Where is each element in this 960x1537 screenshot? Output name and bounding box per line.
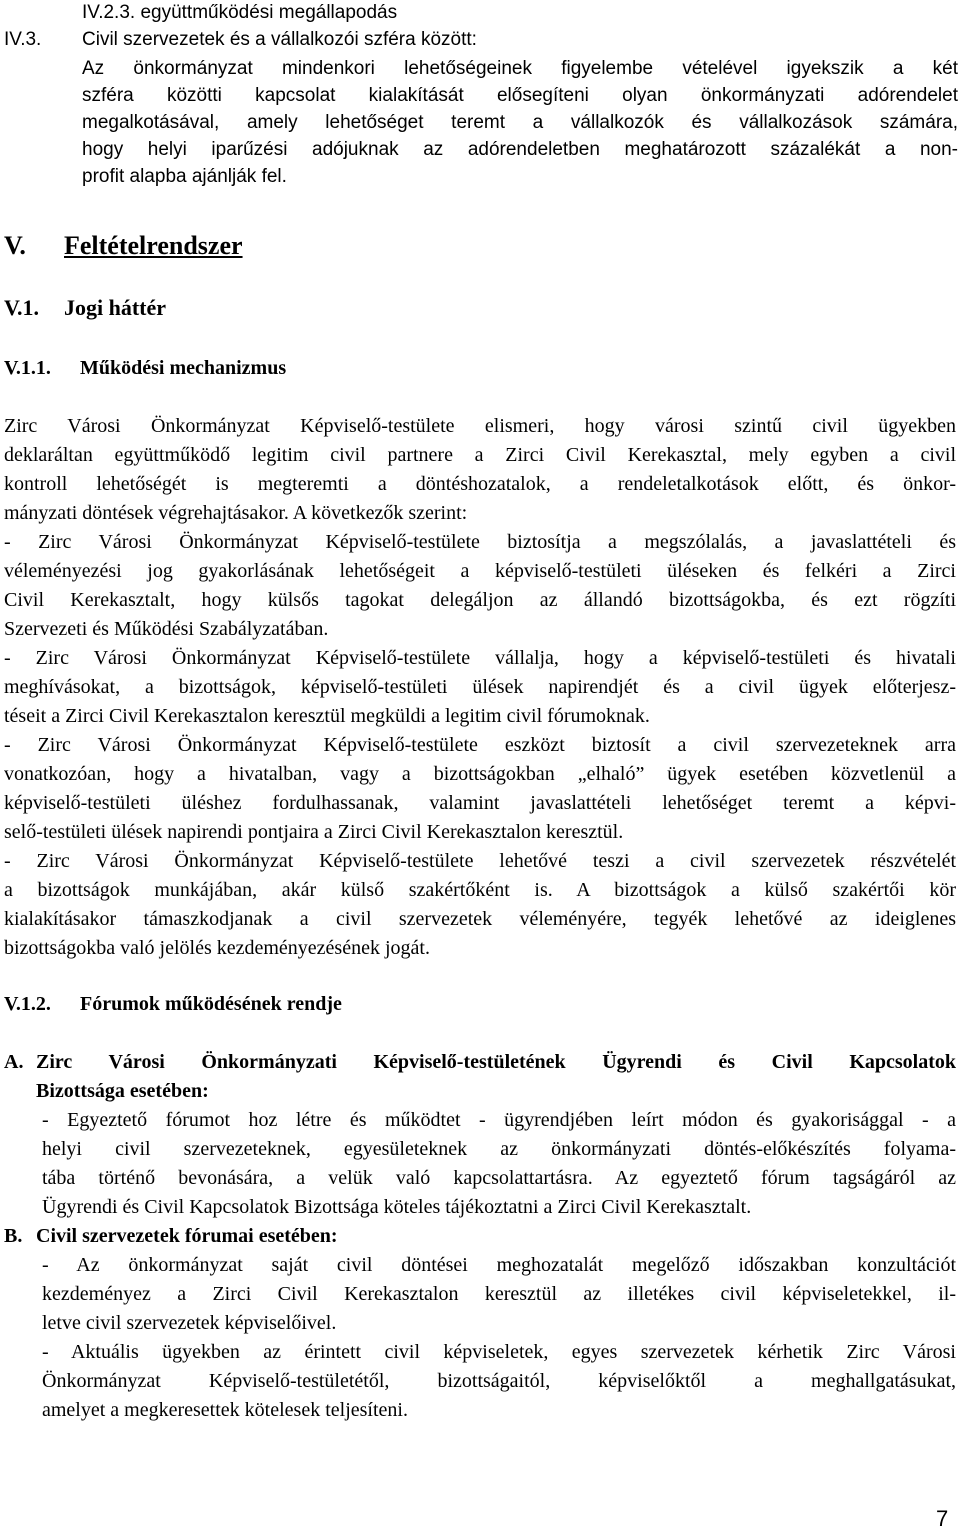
section-v1-number: V.1. [4, 295, 40, 320]
section-iv3-number: IV.3. [4, 29, 42, 50]
body-line: profit alapba ajánlják fel. [82, 166, 287, 187]
body-line: - Zirc Városi Önkormányzat Képviselő-testülete biztosítja a megszólalás, a javaslattételi és [4, 531, 956, 553]
body-line: letve civil szervezetek képviselőivel. [42, 1312, 337, 1334]
part-a-title-line2: Bizottsága esetében: [36, 1080, 209, 1102]
body-line: bizottságokba való jelölés kezdeményezésének jogát. [4, 937, 430, 959]
body-line: - Zirc Városi Önkormányzat Képviselő-testülete lehetővé teszi a civil szervezetek részvételét [4, 850, 956, 872]
part-a-body [42, 1106, 956, 1222]
body-line: selő-testületi ülések napirendi pontjaira a Zirci Civil Kerekasztalon keresztül. [4, 821, 624, 843]
body-line: képviselő-testületi üléshez fordulhassanak, valamint javaslattételi lehetőséget teremt a képvi- [4, 792, 956, 814]
section-v12-title: Fórumok működésének rendje [80, 993, 342, 1015]
page-number: 7 [936, 1506, 949, 1531]
part-a-title-line1: Zirc Városi Önkormányzati Képviselő-testületének Ügyrendi és Civil Kapcsolatok [36, 1051, 956, 1073]
section-v1-title: Jogi háttér [64, 295, 167, 320]
body-line: amelyet a megkeresettek kötelesek teljesíteni. [42, 1399, 408, 1421]
body-line: megalkotásával, amely lehetőséget teremt a vállalkozók és vállalkozások számára, [82, 112, 958, 133]
body-line: helyi civil szervezeteknek, egyesületeknek az önkormányzati döntés-előkészítés folyama- [42, 1138, 956, 1160]
body-line: vonatkozóan, hogy a hivatalban, vagy a bizottságokban „elhaló” ügyek esetében közvetlenül a [4, 763, 956, 785]
body-line: Az önkormányzat mindenkori lehetőségeinek figyelembe vételével igyekszik a két [82, 58, 958, 79]
section-v12-number: V.1.2. [4, 993, 51, 1015]
part-b-body [42, 1251, 956, 1425]
body-line: szféra közötti kapcsolat kialakítását elősegíteni olyan önkormányzati adórendelet [82, 85, 958, 106]
part-b-title: Civil szervezetek fórumai esetében: [36, 1225, 338, 1247]
body-line: meghívásokat, a bizottságok, képviselő-testületi ülések napirendjét és a civil ügyek előterjesz- [4, 676, 956, 698]
body-line: hogy helyi iparűzési adójuknak az adórendeletben meghatározott százalékát a non- [82, 139, 958, 160]
section-v11-number: V.1.1. [4, 357, 51, 379]
body-line: a bizottságok munkájában, akár külső szakértőként is. A bizottságok a külső szakértői kör [4, 879, 956, 901]
section-v-title: Feltételrendszer [64, 231, 243, 260]
body-line: - Aktuális ügyekben az érintett civil képviseletek, egyes szervezetek kérhetik Zirc Városi [42, 1341, 956, 1363]
section-iv23-label: IV.2.3. együttműködési megállapodás [82, 2, 398, 23]
body-line: - Zirc Városi Önkormányzat Képviselő-testülete vállalja, hogy a képviselő-testületi és hivatali [4, 647, 956, 669]
body-line: kezdeményez a Zirci Civil Kerekasztalon keresztül az illetékes civil képviseletekkel, il- [42, 1283, 956, 1305]
body-line: Zirc Városi Önkormányzat Képviselő-testülete elismeri, hogy városi szintű civil ügyekben [4, 415, 956, 437]
part-b-letter: B. [4, 1225, 23, 1247]
body-line: mányzati döntések végrehajtásakor. A következők szerint: [4, 502, 468, 524]
part-a-title [36, 1048, 956, 1076]
body-line: véleményezési jog gyakorlásának lehetőségeit a képviselő-testületi üléseken és felkéri a Zirci [4, 560, 956, 582]
body-line: Civil Kerekasztalt, hogy külsős tagokat delegáljon az állandó bizottságokba, és ezt rögzíti [4, 589, 956, 611]
section-v11-title: Működési mechanizmus [80, 357, 287, 379]
body-line: Önkormányzat Képviselő-testületétől, bizottságaitól, képviselőktől a meghallgatásukat, [42, 1370, 956, 1392]
part-a-letter: A. [4, 1051, 24, 1073]
body-line: kontroll lehetőségét is megteremti a döntéshozatalok, a rendeletalkotások előtt, és önkor- [4, 473, 956, 495]
body-line: - Zirc Városi Önkormányzat Képviselő-testülete eszközt biztosít a civil szervezeteknek arra [4, 734, 956, 756]
body-line: Ügyrendi és Civil Kapcsolatok Bizottsága köteles tájékoztatni a Zirci Civil Kerekasztalt. [42, 1196, 752, 1218]
body-line: téseit a Zirci Civil Kerekasztalon keresztül megküldi a legitim civil fórumoknak. [4, 705, 650, 727]
body-line: deklaráltan együttműködő legitim civil partnere a Zirci Civil Kerekasztal, mely egyben a civil [4, 444, 956, 466]
section-iv3-body [82, 55, 958, 190]
body-line: tába történő bevonására, a velük való kapcsolattartásra. Az egyeztető fórum tagságáról az [42, 1167, 956, 1189]
body-line: - Az önkormányzat saját civil döntései meghozatalát megelőző időszakban konzultációt [42, 1254, 956, 1276]
section-iv3-title: Civil szervezetek és a vállalkozói szféra között: [82, 29, 477, 50]
body-line: kialakításakor támaszkodjanak a civil szervezetek véleményére, tegyék lehetővé az ideiglenes [4, 908, 956, 930]
body-line: - Egyeztető fórumot hoz létre és működtet - ügyrendjében leírt módon és gyakorisággal - a [42, 1109, 956, 1131]
section-v-number: V. [4, 231, 26, 260]
section-v11-body [4, 412, 956, 963]
body-line: Szervezeti és Működési Szabályzatában. [4, 618, 329, 640]
